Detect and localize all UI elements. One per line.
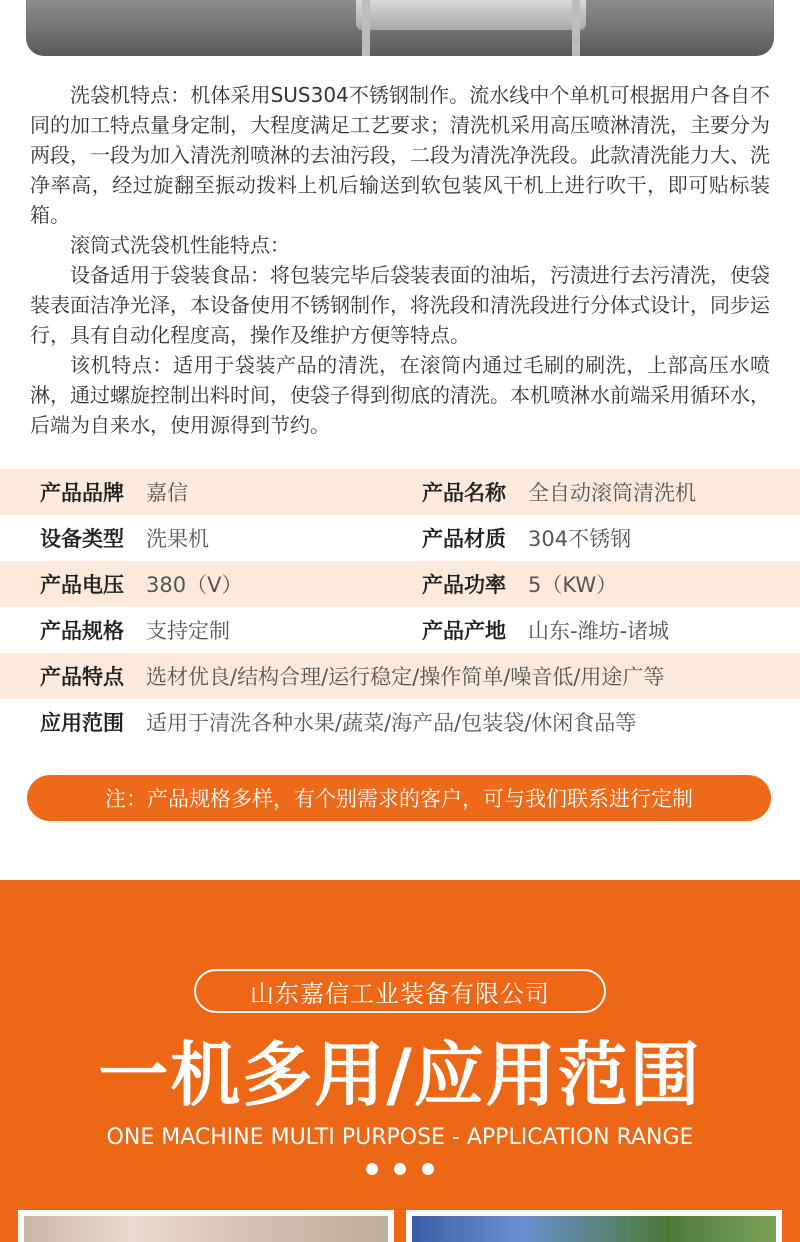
dot-icon xyxy=(394,1163,406,1175)
product-description xyxy=(30,80,770,440)
spec-row xyxy=(0,699,800,745)
spec-key: 产品规格 xyxy=(40,619,124,643)
spec-row xyxy=(0,515,800,561)
company-name-badge: 山东嘉信工业装备有限公司 xyxy=(194,969,606,1013)
spec-key: 产品功率 xyxy=(422,573,506,597)
spec-value: 全自动滚筒清洗机 xyxy=(528,481,696,505)
spec-key: 产品特点 xyxy=(40,665,124,689)
machine-photo xyxy=(26,0,774,56)
spec-value: 适用于清洗各种水果/蔬菜/海产品/包装袋/休闲食品等 xyxy=(146,711,637,735)
spec-value: 选材优良/结构合理/运行稳定/操作简单/噪音低/用途广等 xyxy=(146,665,665,689)
decorative-dots xyxy=(0,1163,800,1175)
description-paragraph: 滚筒式洗袋机性能特点： xyxy=(70,233,290,257)
spec-key: 产品产地 xyxy=(422,619,506,643)
description-paragraph: 洗袋机特点：机体采用SUS304不锈钢制作。流水线中个单机可根据用户各自不同的加工特点量身定制，大程度满足工艺要求；清洗机采用高压喷淋清洗，主要分为两段，一段为加入清洗剂喷淋的去油污段，二段为清洗净洗段。此款清洗能力大、洗净率高，经过旋翻至振动拨料上机后输送到软包装风干机上进行吹干，即可贴标装箱。 xyxy=(30,83,770,227)
spec-table xyxy=(0,469,800,745)
dot-icon xyxy=(366,1163,378,1175)
application-photo-food xyxy=(18,1210,394,1242)
spec-key: 设备类型 xyxy=(40,527,124,551)
description-paragraph: 该机特点：适用于袋装产品的清洗，在滚筒内通过毛刷的刷洗，上部高压水喷淋，通过螺旋控制出料时间，使袋子得到彻底的清洗。本机喷淋水前端采用循环水，后端为自来水，使用源得到节约。 xyxy=(30,353,770,437)
spec-value: 洗果机 xyxy=(146,527,209,551)
application-photo-bags xyxy=(406,1210,782,1242)
description-paragraph: 设备适用于袋装食品：将包装完毕后袋装表面的油垢，污渍进行去污清洗，使袋装表面洁净光泽，本设备使用不锈钢制作，将洗段和清洗段进行分体式设计，同步运行，具有自动化程度高，操作及维护方便等特点。 xyxy=(30,263,770,347)
spec-key: 产品名称 xyxy=(422,481,506,505)
application-banner xyxy=(0,880,800,1242)
spec-row xyxy=(0,607,800,653)
spec-value: 5（KW） xyxy=(528,573,618,597)
machine-leg xyxy=(362,0,370,56)
spec-value: 山东-潍坊-诸城 xyxy=(528,619,670,643)
spec-key: 产品电压 xyxy=(40,573,124,597)
spec-value: 嘉信 xyxy=(146,481,188,505)
spec-value: 380（V） xyxy=(146,573,243,597)
machine-steel-body xyxy=(356,0,586,30)
spec-row xyxy=(0,561,800,607)
spec-value: 支持定制 xyxy=(146,619,230,643)
spec-key: 产品品牌 xyxy=(40,481,124,505)
machine-leg xyxy=(572,0,580,56)
spec-value: 304不锈钢 xyxy=(528,527,632,551)
dot-icon xyxy=(422,1163,434,1175)
spec-row xyxy=(0,653,800,699)
banner-title: 一机多用/应用范围 xyxy=(98,1034,702,1116)
banner-subtitle: ONE MACHINE MULTI PURPOSE - APPLICATION RANGE xyxy=(106,1125,694,1150)
spec-key: 产品材质 xyxy=(422,527,506,551)
spec-key: 应用范围 xyxy=(40,711,124,735)
spec-row xyxy=(0,469,800,515)
customization-note: 注：产品规格多样，有个别需求的客户，可与我们联系进行定制 xyxy=(27,775,771,821)
